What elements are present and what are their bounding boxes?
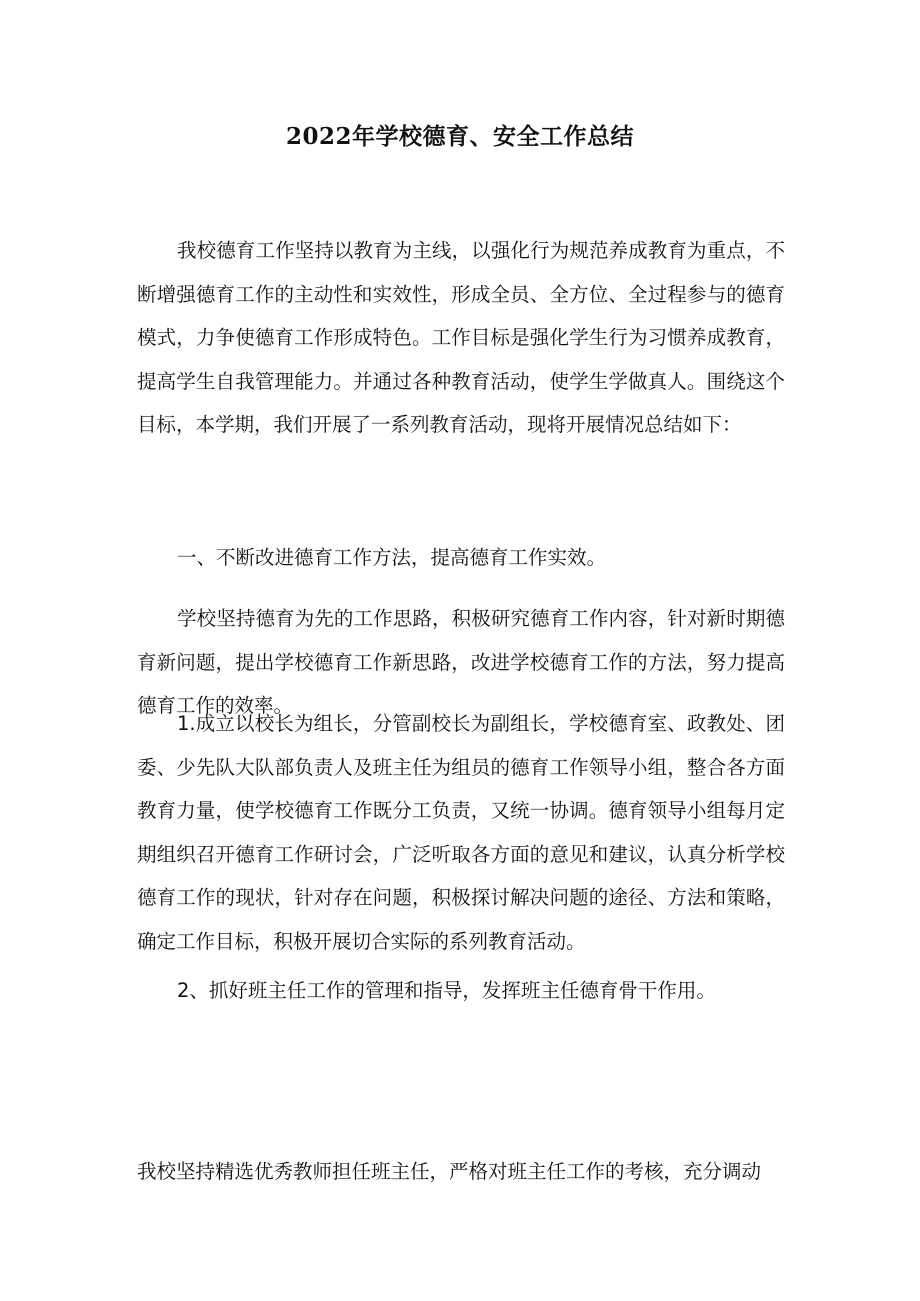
- section-heading-1: 一、不断改进德育工作方法，提高德育工作实效。: [177, 546, 607, 569]
- paragraph-item-1: 1.成立以校长为组长，分管副校长为副组长，学校德育室、政教处、团委、少先队大队部负责人及班主任为组员的德育工作领导小组，整合各方面教育力量，使学校德育工作既分工负责，又统一协调。德育领导小组每月定期组织召开德育工作研讨会，广泛听取各方面的意见和建议，认真分析学校德育工作的现状，针对存在问题，积极探讨解决问题的途径、方法和策略，确定工作目标，积极开展切合实际的系列教育活动。: [137, 712, 785, 953]
- paragraph-intro: 我校德育工作坚持以教育为主线，以强化行为规范养成教育为重点，不断增强德育工作的主动性和实效性，形成全员、全方位、全过程参与的德育模式，力争使德育工作形成特色。工作目标是强化学生行为习惯养成教育，提高学生自我管理能力。并通过各种教育活动，使学生学做真人。围绕这个目标，本学期，我们开展了一系列教育活动，现将开展情况总结如下：: [137, 239, 785, 436]
- document-title: 2022年学校德育、安全工作总结: [285, 123, 634, 150]
- section-heading-2: 2、抓好班主任工作的管理和指导，发挥班主任德育骨干作用。: [177, 979, 716, 1002]
- paragraph-section-1: 学校坚持德育为先的工作思路，积极研究德育工作内容，针对新时期德育新问题，提出学校德育工作新思路，改进学校德育工作的方法，努力提高德育工作的效率。: [137, 607, 785, 717]
- paragraph-item-2: 我校坚持精选优秀教师担任班主任，严格对班主任工作的考核，充分调动: [137, 1160, 762, 1183]
